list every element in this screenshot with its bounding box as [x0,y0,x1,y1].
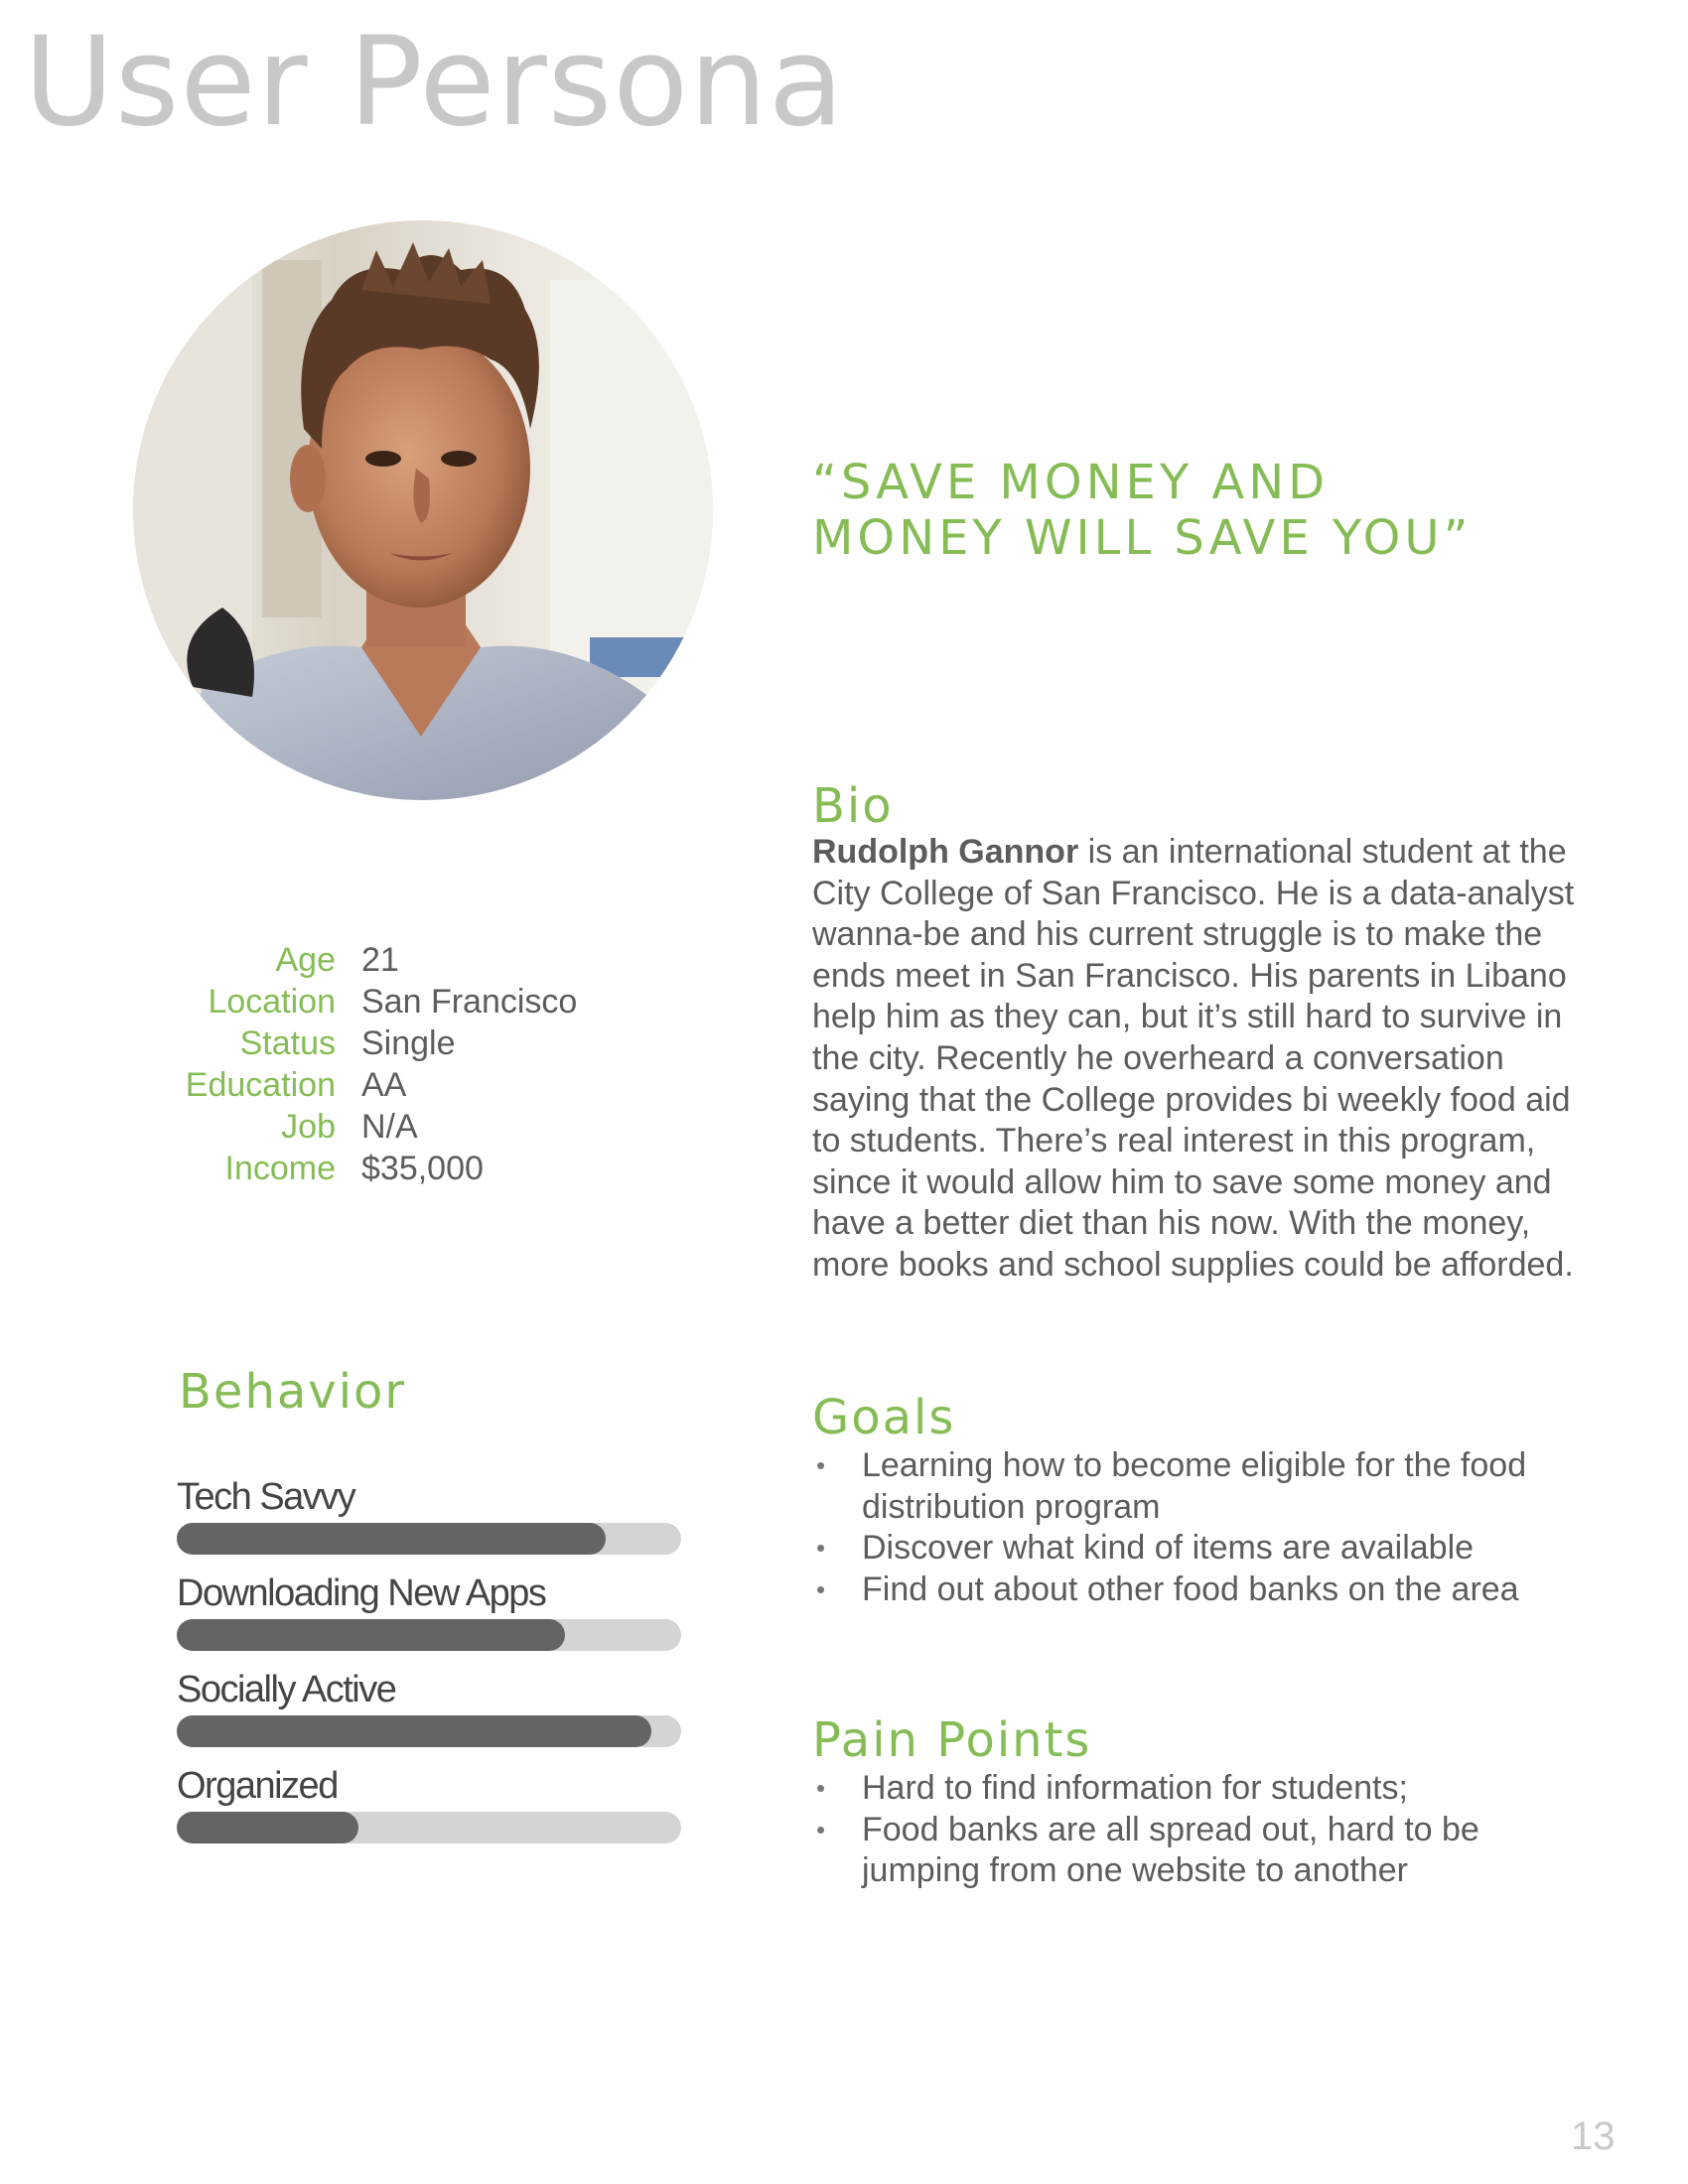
trait-downloading-new-apps [177,1571,681,1668]
fact-label: Job [281,1108,336,1146]
trait-label: Socially Active [177,1669,396,1710]
fact-value: Single [361,1024,456,1062]
quote-line: “SAVE MONEY AND [812,455,1330,510]
trait-socially-active [177,1668,681,1764]
bio-name: Rudolph Gannor [812,833,1079,871]
goals-list [812,1445,1567,1610]
fact-row-education [119,1064,635,1106]
list-item [812,1445,1567,1528]
trait-organized [177,1764,681,1860]
pain-point-text: Hard to find information for students; [862,1769,1408,1807]
trait-bar-fill [177,1523,606,1555]
fact-value: $35,000 [361,1150,484,1187]
bullet-icon: • [816,1773,826,1803]
goal-text: Learning how to become eligible for the food distribution program [862,1446,1527,1526]
persona-photo [133,220,713,800]
bullet-icon: • [816,1533,826,1564]
bullet-icon: • [816,1573,826,1604]
fact-value: San Francisco [361,983,578,1021]
bio-body: is an international student at the City College of San Francisco. He is a data-analyst wanna-be and his current struggle is to make the ends meet in San Francisco. His parents in Libano help him as they can, but it’s still hard to survive in the city. Recently he overheard a conversation saying that the College provides bi weekly food aid to students. There’s real interest in this program, since it would allow him to save some money and have a better diet than his now. With the money, more books and school supplies could be afforded. [812,833,1575,1284]
trait-bar-track [177,1523,681,1555]
goals-heading: Goals [812,1390,956,1445]
pain-points-heading: Pain Points [812,1712,1092,1768]
bullet-icon: • [816,1814,826,1844]
trait-bar-fill [177,1715,651,1747]
fact-row-location [119,981,635,1023]
list-item [812,1528,1567,1570]
trait-label: Organized [177,1765,338,1807]
list-item [812,1570,1567,1611]
goal-text: Discover what kind of items are available [862,1529,1475,1568]
behavior-traits [177,1475,681,1860]
pain-point-text: Food banks are all spread out, hard to be jumping from one website to another [862,1810,1479,1890]
avatar [133,220,713,800]
trait-bar-fill [177,1619,565,1651]
fact-value: N/A [361,1108,418,1146]
fact-label: Age [275,941,336,979]
bio-text [812,832,1587,1287]
quote-line: MONEY WILL SAVE YOU” [812,510,1473,566]
fact-row-status [119,1023,635,1064]
persona-quote [812,455,1587,566]
fact-label: Education [185,1066,336,1104]
page-title: User Persona [24,11,845,154]
persona-facts [119,939,635,1189]
bullet-icon: • [816,1450,826,1480]
trait-bar-track [177,1812,681,1843]
fact-value: AA [361,1066,407,1104]
bio-heading: Bio [812,778,894,834]
fact-label: Income [224,1150,336,1187]
pain-points-list [812,1768,1567,1892]
fact-label: Location [208,983,336,1021]
fact-row-job [119,1106,635,1148]
trait-label: Downloading New Apps [177,1572,546,1614]
fact-row-age [119,939,635,981]
trait-bar-fill [177,1812,358,1843]
goal-text: Find out about other food banks on the area [862,1570,1519,1608]
trait-label: Tech Savvy [177,1476,355,1518]
list-item [812,1768,1567,1810]
fact-value: 21 [361,941,399,979]
fact-row-income [119,1148,635,1189]
list-item [812,1810,1567,1892]
page-number: 13 [1571,2115,1616,2158]
behavior-heading: Behavior [179,1364,407,1420]
trait-bar-track [177,1715,681,1747]
fact-label: Status [239,1024,336,1062]
trait-tech-savvy [177,1475,681,1571]
trait-bar-track [177,1619,681,1651]
